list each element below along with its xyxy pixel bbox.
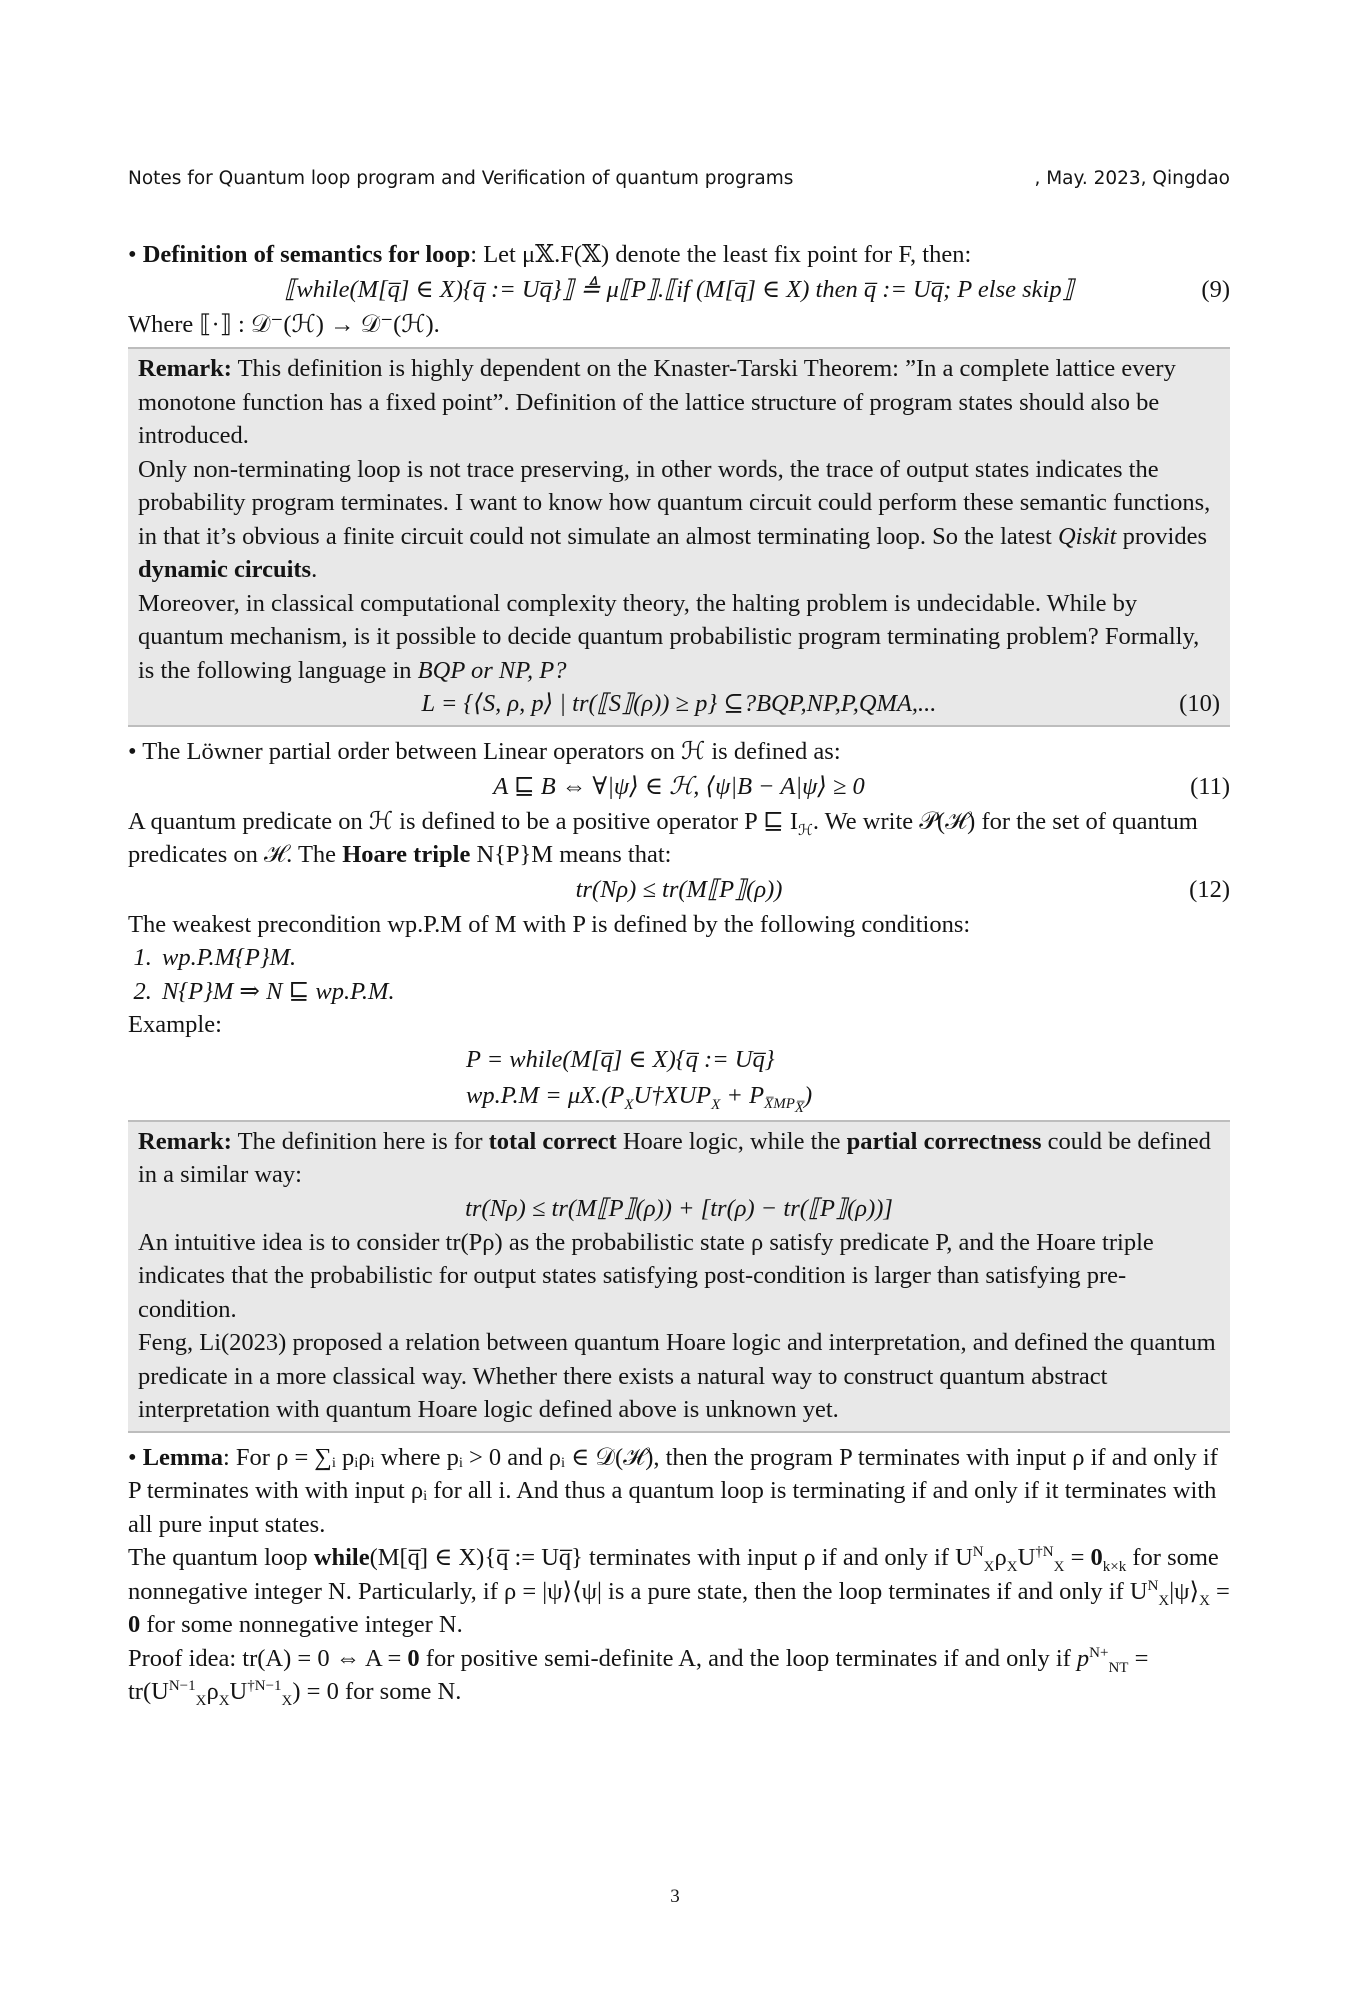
partial-correctness-equation: tr(Nρ) ≤ tr(M⟦P⟧(ρ)) + [tr(ρ) − tr(⟦P⟧(ρ))] bbox=[465, 1194, 893, 1222]
example-eq-2-part1: wp.P.M = μX.(P bbox=[466, 1081, 625, 1109]
proof-idea-paragraph bbox=[128, 1642, 1230, 1709]
page-number: 3 bbox=[670, 1886, 680, 1907]
remark2-text-2: Hoare logic, while the bbox=[616, 1127, 847, 1155]
predicate-paragraph bbox=[128, 805, 1230, 872]
wp-conditions-list bbox=[128, 941, 1230, 1008]
equation-12 bbox=[128, 872, 1230, 908]
equation-12-number: (12) bbox=[1189, 875, 1230, 903]
subscript-x: X bbox=[281, 1692, 293, 1709]
u-op: U bbox=[229, 1678, 248, 1705]
remark1-p2-end: . bbox=[311, 556, 318, 583]
equation-12-body: tr(Nρ) ≤ tr(M⟦P⟧(ρ)) bbox=[575, 875, 783, 903]
dynamic-circuits-term: dynamic circuits bbox=[138, 556, 312, 583]
hoare-triple-term: Hoare triple bbox=[342, 841, 471, 868]
qiskit-term: Qiskit bbox=[1057, 522, 1117, 550]
zero-vector: 0 bbox=[128, 1611, 141, 1638]
running-header bbox=[128, 168, 1230, 196]
bullet: • bbox=[128, 1443, 137, 1471]
equals: = bbox=[1064, 1544, 1091, 1571]
subscript-x: X bbox=[1053, 1558, 1065, 1575]
bullet: • bbox=[128, 241, 137, 268]
remark2-p1 bbox=[138, 1125, 1220, 1192]
remark2-text-3: could be defined in a similar way: bbox=[138, 1127, 1211, 1188]
predicate-text-3: N{P}M means that: bbox=[470, 841, 672, 868]
header-title: Notes for Quantum loop program and Verification of quantum programs bbox=[128, 168, 794, 189]
subscript-x: X bbox=[218, 1692, 230, 1709]
loop-text-3: for some nonnegative integer N. Particularly, if ρ = |ψ⟩⟨ψ| is a pure state, then the loop terminates if and only if U bbox=[128, 1544, 1219, 1605]
psi-ket: |ψ⟩ bbox=[1169, 1577, 1200, 1605]
example-eq-2-part2: U†XUP bbox=[633, 1081, 712, 1109]
page-body bbox=[128, 238, 1230, 1709]
example-eq-2-part3: + P bbox=[720, 1081, 765, 1109]
subscript-x: X bbox=[195, 1692, 207, 1709]
complexity-classes: BQP or NP, P? bbox=[417, 656, 567, 684]
predicate-text: A quantum predicate on ℋ is defined to be a positive operator P ⊑ I bbox=[128, 807, 798, 835]
equals: = bbox=[1209, 1577, 1230, 1605]
superscript-n: N bbox=[972, 1543, 984, 1560]
complement-subscript bbox=[764, 1096, 805, 1117]
loop-termination-paragraph bbox=[128, 1541, 1230, 1642]
remark2-p3: Feng, Li(2023) proposed a relation between quantum Hoare logic and interpretation, and defined the quantum predicate in a more classical way. Whether there exists a natural way to construct quantum abstract interpretation with quantum Hoare logic defined above is unknown yet. bbox=[138, 1329, 1216, 1423]
wp-condition-1: 1. wp.P.M{P}M. bbox=[158, 941, 1230, 975]
superscript-n-minus-1: N−1 bbox=[168, 1677, 196, 1694]
superscript-dagger-n: †N bbox=[1035, 1543, 1054, 1560]
subscript-x: X bbox=[711, 1096, 721, 1113]
lowner-text: The Löwner partial order between Linear operators on ℋ is defined as: bbox=[142, 738, 841, 765]
example-eq-2 bbox=[128, 1078, 1230, 1117]
remark-box-1 bbox=[128, 347, 1230, 727]
wp-condition-2: 2. N{P}M ⇒ N ⊑ wp.P.M. bbox=[158, 975, 1230, 1009]
remark-box-2 bbox=[128, 1120, 1230, 1433]
remark2-label: Remark: bbox=[138, 1127, 232, 1155]
wp-intro: The weakest precondition wp.P.M of M with P is defined by the following conditions: bbox=[128, 910, 971, 938]
u-op: U bbox=[1017, 1544, 1036, 1571]
def-loop-label: Definition of semantics for loop bbox=[142, 241, 471, 268]
identity-subscript: ℋ bbox=[797, 822, 813, 839]
subscript-x: X bbox=[1158, 1592, 1170, 1609]
rho: ρ bbox=[206, 1678, 219, 1705]
proof-text-2: for positive semi-definite A, and the loop terminates if and only if bbox=[419, 1644, 1077, 1672]
bullet: • bbox=[128, 738, 137, 765]
equation-10-body: L = {⟨S, ρ, p⟩ | tr(⟦S⟧(ρ)) ≥ p} ⊆?BQP,NP,P,QMA,... bbox=[421, 690, 937, 717]
superscript-n: N bbox=[1147, 1577, 1159, 1594]
lemma-paragraph bbox=[128, 1441, 1230, 1542]
header-venue: , May. 2023, Qingdao bbox=[1034, 168, 1230, 189]
proof-text-3: = tr(U bbox=[128, 1644, 1149, 1705]
subscript-x: X bbox=[624, 1096, 634, 1113]
remark1-p3-text: Moreover, in classical computational complexity theory, the halting problem is undecidable. While by quantum mechanism, is it possible to decide quantum probabilistic program terminating problem? Formally, is the following language in bbox=[138, 589, 1200, 684]
remark1-p1-text: This definition is highly dependent on the Knaster-Tarski Theorem: ”In a complete lattice every monotone function has a fixed point”. Definition of the lattice structure of program states should also be introduced. bbox=[138, 355, 1176, 449]
rho: ρ bbox=[994, 1544, 1007, 1571]
remark2-text: The definition here is for bbox=[231, 1127, 489, 1155]
superscript-dagger-n-minus-1: †N−1 bbox=[247, 1677, 282, 1694]
partial-correctness-term: partial correctness bbox=[846, 1127, 1042, 1155]
equation-10-number: (10) bbox=[1179, 690, 1220, 717]
subscript-nt: NT bbox=[1108, 1659, 1129, 1676]
equation-11-body: A ⊑ B ⇔ ∀|ψ⟩ ∈ ℋ, ⟨ψ|B − A|ψ⟩ ≥ 0 bbox=[493, 772, 865, 800]
while-keyword: while bbox=[313, 1544, 370, 1571]
equation-10 bbox=[138, 687, 1220, 721]
remark1-p1 bbox=[138, 352, 1220, 453]
superscript-n-plus: N+ bbox=[1089, 1644, 1109, 1661]
remark1-p2-text: Only non-terminating loop is not trace preserving, in other words, the trace of output states indicates the probability program terminates. I want to know how quantum circuit could perform these semantic functions, in that it’s obvious a finite circuit could not simulate an almost terminating loop. So the latest bbox=[138, 455, 1211, 550]
equation-9-number: (9) bbox=[1201, 275, 1230, 303]
proof-text: Proof idea: tr(A) = 0 ⇔ A = bbox=[128, 1644, 408, 1672]
lemma-label: Lemma bbox=[142, 1443, 223, 1471]
predicate-text-2: . We write 𝒫(ℋ) for the set of quantum predicates on ℋ. The bbox=[128, 807, 1198, 868]
lemma-text: : For ρ = ∑ᵢ pᵢρᵢ where pᵢ > 0 and ρᵢ ∈ 𝒟(ℋ), then the program P terminates with input ρ if and only if P terminates with with input ρᵢ for all i. And thus a quantum loop is terminating if and only if it terminates with all pure input states. bbox=[128, 1443, 1218, 1538]
def-loop-text: : Let μ𝕏.F(𝕏) denote the least fix point for F, then: bbox=[470, 241, 972, 268]
subscript-x: X bbox=[1199, 1592, 1210, 1609]
total-correct-term: total correct bbox=[488, 1127, 617, 1155]
subscript-x: X bbox=[1006, 1558, 1018, 1575]
example-eq-2-end: ) bbox=[804, 1081, 813, 1109]
p-symbol: p bbox=[1076, 1644, 1090, 1672]
subscript-x: X bbox=[983, 1558, 995, 1575]
zero-matrix: 0 bbox=[1090, 1544, 1103, 1571]
complement-subscript-text: X̅MP bbox=[764, 1096, 795, 1113]
subscript-kk: k×k bbox=[1102, 1558, 1127, 1575]
loop-text: The quantum loop bbox=[128, 1544, 314, 1571]
remark1-label: Remark: bbox=[138, 355, 232, 382]
proof-text-4: ) = 0 for some N. bbox=[292, 1678, 462, 1705]
complement-subsubscript: X̅ bbox=[794, 1100, 805, 1117]
loop-text-4: for some nonnegative integer N. bbox=[140, 1611, 463, 1638]
equation-11 bbox=[128, 769, 1230, 805]
example-label: Example: bbox=[128, 1011, 222, 1038]
equation-11-number: (11) bbox=[1190, 772, 1230, 800]
def-loop-paragraph bbox=[128, 238, 1230, 272]
zero-operator: 0 bbox=[407, 1644, 420, 1672]
remark1-p2-text2: provides bbox=[1116, 522, 1207, 550]
loop-text-2: (M[q̅] ∈ X){q̅ := Uq̅} terminates with input ρ if and only if U bbox=[369, 1544, 973, 1571]
remark1-p2 bbox=[138, 453, 1220, 587]
example-eq-1: P = while(M[q̅] ∈ X){q̅ := Uq̅} bbox=[466, 1045, 775, 1073]
equation-9-body: ⟦while(M[q̅] ∈ X){q̅ := Uq̅}⟧ ≜ μ⟦P⟧.⟦if (M[q̅] ∈ X) then q̅ := Uq̅; P else skip⟧ bbox=[284, 275, 1074, 303]
lowner-paragraph bbox=[128, 735, 1230, 769]
where-line: Where ⟦·⟧ : 𝒟⁻(ℋ) → 𝒟⁻(ℋ). bbox=[128, 310, 440, 338]
equation-9 bbox=[128, 272, 1230, 308]
remark2-p2: An intuitive idea is to consider tr(Pρ) as the probabilistic state ρ satisfy predicate P, and the Hoare triple indicates that the probabilistic for output states satisfying post-condition is larger than satisfying pre-condition. bbox=[138, 1228, 1154, 1323]
remark1-p3 bbox=[138, 587, 1220, 688]
